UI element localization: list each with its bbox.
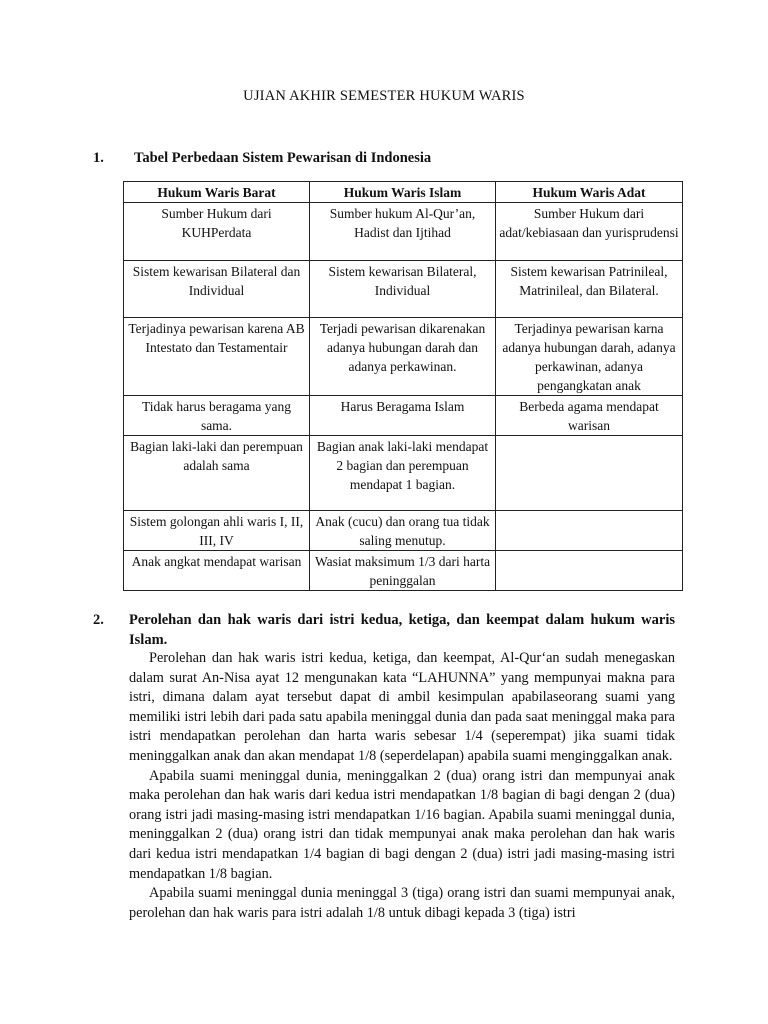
- comparison-table: [123, 181, 683, 591]
- table-cell: Sumber Hukum dari KUHPerdata: [124, 203, 310, 261]
- table-cell: Sistem kewarisan Bilateral, Individual: [310, 261, 496, 318]
- table-row: [124, 436, 683, 511]
- section-2-number: 2.: [93, 612, 104, 628]
- table-row: [124, 261, 683, 318]
- table-cell: Anak angkat mendapat warisan: [124, 551, 310, 591]
- table-header-cell: Hukum Waris Barat: [124, 182, 310, 203]
- table-cell: Sumber Hukum dari adat/kebiasaan dan yurisprudensi: [496, 203, 683, 261]
- table-cell: Bagian anak laki-laki mendapat 2 bagian dan perempuan mendapat 1 bagian.: [310, 436, 496, 511]
- table-row: [124, 396, 683, 436]
- table-cell: Anak (cucu) dan orang tua tidak saling menutup.: [310, 511, 496, 551]
- section-2-heading: Perolehan dan hak waris dari istri kedua, ketiga, dan keempat dalam hukum waris Islam.: [129, 612, 675, 648]
- table-cell: Sistem kewarisan Patrinileal, Matrinileal, dan Bilateral.: [496, 261, 683, 318]
- table-cell: [496, 551, 683, 591]
- table-row: [124, 511, 683, 551]
- table-row: [124, 203, 683, 261]
- table-cell: Terjadinya pewarisan karna adanya hubungan darah, adanya perkawinan, adanya pengangkatan anak: [496, 318, 683, 396]
- table-row: [124, 551, 683, 591]
- table-cell: [496, 511, 683, 551]
- table-header-cell: Hukum Waris Islam: [310, 182, 496, 203]
- paragraph: Apabila suami meninggal dunia meninggal 3 (tiga) orang istri dan suami mempunyai anak, perolehan dan hak waris para istri adalah 1/8 untuk dibagi kepada 3 (tiga) istri: [129, 885, 675, 921]
- table-cell: Wasiat maksimum 1/3 dari harta peninggalan: [310, 551, 496, 591]
- table-cell: Tidak harus beragama yang sama.: [124, 396, 310, 436]
- section-1-heading: Tabel Perbedaan Sistem Pewarisan di Indonesia: [134, 150, 432, 166]
- table-row: [124, 318, 683, 396]
- table-header-cell: Hukum Waris Adat: [496, 182, 683, 203]
- table-cell: Sistem kewarisan Bilateral dan Individual: [124, 261, 310, 318]
- document-title: UJIAN AKHIR SEMESTER HUKUM WARIS: [243, 88, 525, 104]
- table-cell: Berbeda agama mendapat warisan: [496, 396, 683, 436]
- paragraph: Apabila suami meninggal dunia, meninggalkan 2 (dua) orang istri dan mempunyai anak maka perolehan dan hak waris dari kedua istri mendapatkan 1/8 bagian di bagi dengan 2 (dua) orang istri jadi masing-masing istri mendapatkan 1/16 bagian. Apabila suami meninggal dunia, meninggalkan 2 (dua) orang istri dan tidak mempunyai anak maka perolehan dan hak waris dari kedua istri mendapatkan 1/4 bagian di bagi dengan 2 (dua) istri jadi masing-masing istri mendapatkan 1/8 bagian.: [129, 767, 675, 882]
- table-cell: Terjadinya pewarisan karena AB Intestato dan Testamentair: [124, 318, 310, 396]
- table-header-row: [124, 182, 683, 203]
- table-cell: Bagian laki-laki dan perempuan adalah sama: [124, 436, 310, 511]
- table-cell: Sumber hukum Al-Qur’an, Hadist dan Ijtihad: [310, 203, 496, 261]
- paragraph: Perolehan dan hak waris istri kedua, ketiga, dan keempat, Al-Qur‘an sudah menegaskan dalam surat An-Nisa ayat 12 mengunakan kata “LAHUNNA” yang mempunyai makna para istri, dimana dalam ayat tersebut dapat di ambil kesimpulan apabilaseorang suami yang memiliki istri lebih dari pada satu apabila meninggal dunia dan pada saat meninggal maka para istri mendapatkan perolehan dan harta waris sebesar 1/4 (seperempat) jika suami tidak meninggalkan anak dan akan mendapat 1/8 (seperdelapan) apabila suami menginggalkan anak.: [129, 650, 675, 764]
- table-cell: Harus Beragama Islam: [310, 396, 496, 436]
- table-cell: Terjadi pewarisan dikarenakan adanya hubungan darah dan adanya perkawinan.: [310, 318, 496, 396]
- section-1-number: 1.: [93, 150, 104, 166]
- table-cell: Sistem golongan ahli waris I, II, III, IV: [124, 511, 310, 551]
- table-cell: [496, 436, 683, 511]
- section-2-body: [129, 649, 675, 923]
